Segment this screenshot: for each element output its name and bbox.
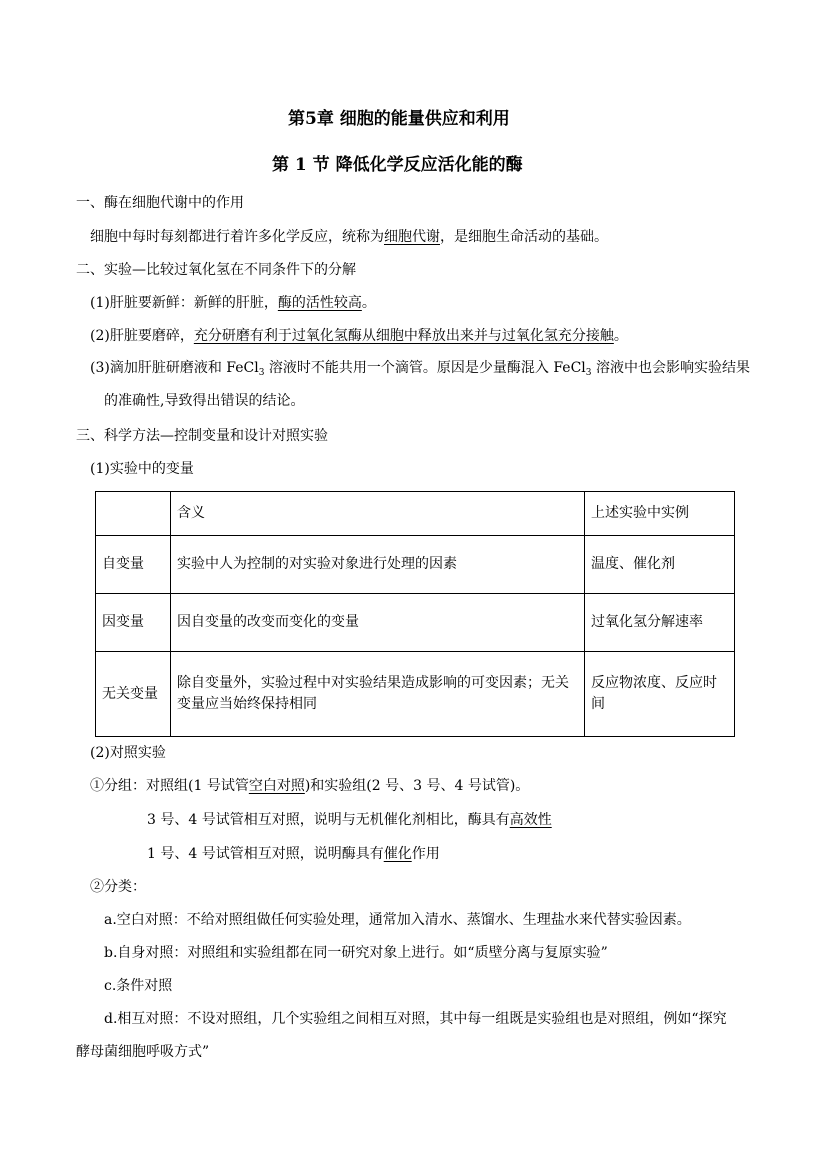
paragraph-metabolism: 细胞中每时每刻都进行着许多化学反应，统称为细胞代谢，是细胞生命活动的基础。 (90, 229, 608, 245)
item-dropper: (3)滴加肝脏研磨液和 FeCl$_3$ 溶液时不能共用一个滴管。原因是少量酶混入 FeCl$_3$ 溶液中也会影响实验结果 (90, 360, 750, 378)
classification-heading: ②分类： (90, 879, 146, 895)
table-header-cell (96, 492, 171, 536)
table-row (96, 652, 735, 737)
table-row (96, 594, 735, 652)
table-row (96, 536, 735, 594)
variable-meaning: 实验中人为控制的对实验对象进行处理的因素 (171, 536, 585, 594)
variable-meaning: 除自变量外，实验过程中对实验结果造成影响的可变因素；无关变量应当始终保持相同 (171, 652, 585, 737)
heading-scientific-method: 三、科学方法—控制变量和设计对照实验 (76, 428, 328, 444)
subheading-variables: (1)实验中的变量 (90, 461, 194, 477)
class-d: d.相互对照：不设对照组，几个实验组之间相互对照，其中每一组既是实验组也是对照组，例如“探究 (104, 1011, 727, 1027)
heading-enzyme-role: 一、酶在细胞代谢中的作用 (76, 195, 244, 211)
class-d-cont: 酵母菌细胞呼吸方式” (76, 1044, 210, 1060)
item-fresh-liver: (1)肝脏要新鲜：新鲜的肝脏，酶的活性较高。 (90, 295, 376, 311)
subheading-controlled-experiment: (2)对照实验 (90, 745, 166, 761)
comparison-3-4: 3 号、4 号试管相互对照，说明与无机催化剂相比，酶具有高效性 (147, 812, 552, 828)
variable-example: 温度、催化剂 (585, 536, 735, 594)
chapter-title: 第5章 细胞的能量供应和利用 (288, 109, 510, 129)
item-dropper-cont: 的准确性,导致得出错误的结论。 (104, 393, 305, 409)
variable-name: 无关变量 (96, 652, 171, 737)
variable-meaning: 因自变量的改变而变化的变量 (171, 594, 585, 652)
class-a: a.空白对照：不给对照组做任何实验处理，通常加入清水、蒸馏水、生理盐水来代替实验因素。 (104, 912, 691, 928)
grouping-line: ①分组：对照组(1 号试管空白对照)和实验组(2 号、3 号、4 号试管)。 (90, 778, 530, 794)
class-c: c.条件对照 (104, 978, 173, 994)
section-title: 第 1 节 降低化学反应活化能的酶 (272, 155, 523, 175)
comparison-1-4: 1 号、4 号试管相互对照，说明酶具有催化作用 (147, 846, 440, 862)
table-header-cell: 上述实验中实例 (585, 492, 735, 536)
variable-name: 因变量 (96, 594, 171, 652)
variable-example: 反应物浓度、反应时间 (585, 652, 735, 737)
heading-experiment: 二、实验—比较过氧化氢在不同条件下的分解 (76, 262, 356, 278)
variables-table (95, 491, 735, 737)
table-header-row (96, 492, 735, 536)
variable-name: 自变量 (96, 536, 171, 594)
class-b: b.自身对照：对照组和实验组都在同一研究对象上进行。如“质壁分离与复原实验” (104, 945, 608, 961)
variable-example: 过氧化氢分解速率 (585, 594, 735, 652)
table-header-cell: 含义 (171, 492, 585, 536)
item-ground-liver: (2)肝脏要磨碎，充分研磨有利于过氧化氢酶从细胞中释放出来并与过氧化氢充分接触。 (90, 328, 628, 344)
